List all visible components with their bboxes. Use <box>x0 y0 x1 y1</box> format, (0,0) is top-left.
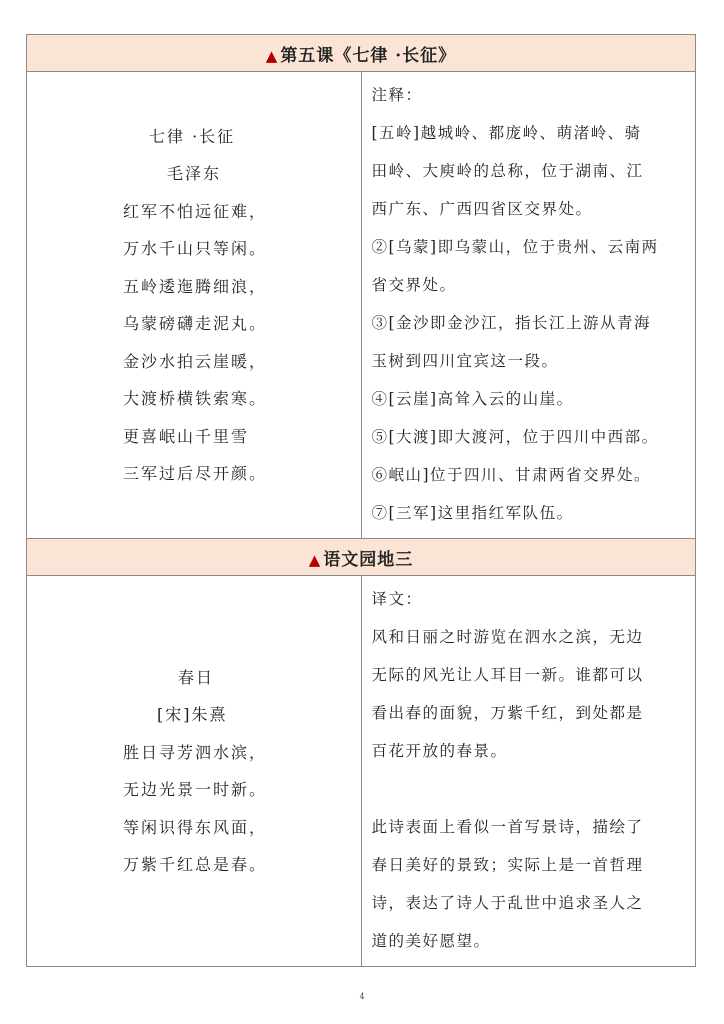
poem-changzheng <box>27 118 361 493</box>
note-line: ②[乌蒙]即乌蒙山，位于贵州、云南两 <box>371 238 659 256</box>
notes-label: 注释： <box>371 86 423 104</box>
poem-cell <box>27 72 362 539</box>
poem-author: [宋]朱熹 <box>157 705 228 724</box>
poem-line: 大渡桥横铁索寒。 <box>123 389 268 408</box>
poem-line: 更喜岷山千里雪 <box>123 426 250 446</box>
poem-line: 红军不怕远征难， <box>123 201 268 221</box>
translation-label: 译文： <box>371 590 423 608</box>
note-line: ④[云崖]高耸入云的山崖。 <box>371 390 574 408</box>
analysis-line: 春日美好的景致；实际上是一首哲理 <box>371 856 644 874</box>
poem-cell <box>27 576 362 967</box>
poem-line: 万水千山只等闲。 <box>123 239 268 258</box>
triangle-icon: ▲ <box>308 550 322 569</box>
translation-line: 百花开放的春景。 <box>371 742 508 760</box>
analysis-line: 诗，表达了诗人于乱世中追求圣人之 <box>371 894 644 912</box>
poem-line: 等闲识得东风面， <box>123 817 268 837</box>
poem-line: 五岭逶迤腾细浪， <box>123 276 268 296</box>
translation-line: 看出春的面貌，万紫千红，到处都是 <box>371 704 644 722</box>
note-line: 省交界处。 <box>371 276 457 294</box>
poem-title: 春日 <box>178 667 215 687</box>
section-header-yuwen <box>27 539 696 576</box>
note-line: ⑦[三军]这里指红军队伍。 <box>371 504 574 522</box>
poem-line: 胜日寻芳泗水滨， <box>123 742 268 762</box>
page-number: 4 <box>359 992 365 1001</box>
translation-cell <box>361 576 696 967</box>
poem-title: 七律 ·长征 <box>149 126 236 146</box>
poem-lines <box>123 193 361 493</box>
poem-line: 无边光景一时新。 <box>123 780 268 799</box>
note-line: ⑤[大渡]即大渡河，位于四川中西部。 <box>371 428 659 446</box>
section-title: 第五课《七律 ·长征》 <box>280 45 457 66</box>
note-line: 田岭、大庾岭的总称，位于湖南、江 <box>371 162 644 180</box>
note-line: ③[金沙即金沙江，指长江上游从青海 <box>371 314 652 332</box>
poem-line: 金沙水拍云崖暖， <box>123 351 268 371</box>
lesson-table <box>26 34 696 967</box>
poem-line: 乌蒙磅礴走泥丸。 <box>123 314 268 333</box>
triangle-icon: ▲ <box>265 46 279 65</box>
analysis-line: 此诗表面上看似一首写景诗，描绘了 <box>371 818 644 836</box>
poem-chunri <box>27 659 361 884</box>
note-line: ⑥岷山]位于四川、甘肃两省交界处。 <box>371 466 652 484</box>
note-line: [五岭]越城岭、都庞岭、萌渚岭、骑 <box>371 124 642 142</box>
note-line: 西广东、广西四省区交界处。 <box>371 200 593 218</box>
section-header-lesson5 <box>27 35 696 72</box>
poem-line: 三军过后尽开颜。 <box>123 464 268 483</box>
section-title: 语文园地三 <box>323 549 414 570</box>
note-line: 玉树到四川宜宾这一段。 <box>371 352 559 370</box>
analysis-line: 道的美好愿望。 <box>371 932 491 950</box>
poem-author: 毛泽东 <box>167 164 222 183</box>
spacer <box>372 770 690 808</box>
poem-line: 万紫千红总是春。 <box>123 855 268 874</box>
notes-cell <box>361 72 696 539</box>
translation-line: 风和日丽之时游览在泗水之滨，无边 <box>371 628 644 646</box>
translation-line: 无际的风光让人耳目一新。谁都可以 <box>371 666 644 684</box>
